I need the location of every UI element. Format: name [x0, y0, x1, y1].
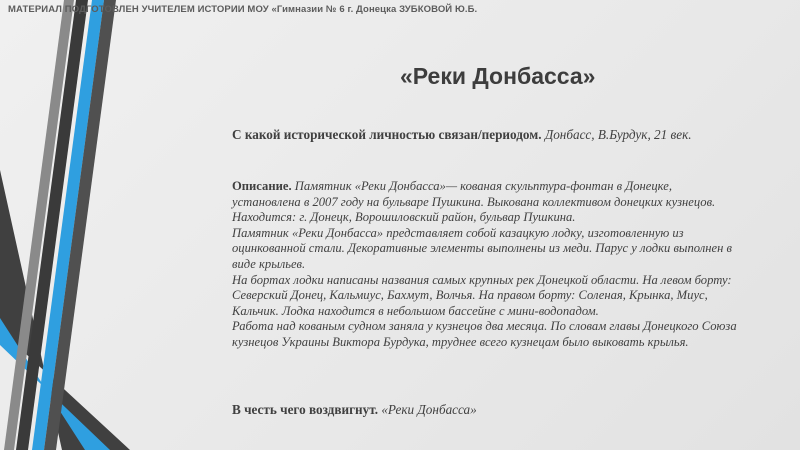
description-line-10: Работа над кованым судном заняла у кузнецов два месяца. По словам главы Донецкого Союза: [232, 319, 737, 334]
question-person-value: Донбасс, В.Бурдук, 21 век.: [544, 127, 692, 142]
description-line-5: оцинкованной стали. Декоративные элементы выполнены из меди. Парус у лодки выполнен в: [232, 241, 732, 256]
description-line-2: установлена в 2007 году на бульваре Пушкина. Выкована коллективом донецких кузнецов.: [232, 194, 716, 209]
header-note: МАТЕРИАЛ ПОДГОТОВЛЕН УЧИТЕЛЕМ ИСТОРИИ МОУ «Гимназии № 6 г. Донецка ЗУБКОВОЙ Ю.Б.: [8, 4, 478, 15]
question-person-label: С какой исторической личностью связан/периодом.: [232, 127, 542, 142]
description-line-9: Кальчик. Лодка находится в небольшом бассейне с мини-водопадом.: [232, 303, 599, 318]
description-paragraph: [232, 179, 772, 351]
description-line-1: Описание. Памятник «Реки Донбасса»— кованая скульптура-фонтан в Донецке,: [232, 179, 672, 193]
description-line-7: На бортах лодки написаны названия самых крупных рек Донецкой области. На левом борту:: [232, 272, 732, 287]
question-person-paragraph: [232, 127, 772, 143]
description-line-3: Находится: г. Донецк, Ворошиловский район, бульвар Пушкина.: [232, 210, 576, 225]
dedication-paragraph: [232, 402, 772, 418]
slide-title: «Реки Донбасса»: [400, 63, 596, 89]
description-line-4: Памятник «Реки Донбасса» представляет собой казацкую лодку, изготовленную из: [232, 225, 684, 240]
description-label: Описание.: [232, 179, 292, 193]
dedication-value: «Реки Донбасса»: [381, 402, 477, 417]
description-line-11: кузнецов Украины Виктора Бурдука, труднее всего кузнецам было выковать крылья.: [232, 334, 689, 349]
description-line-6: виде крыльев.: [232, 256, 306, 271]
description-line-8: Северский Донец, Кальмиус, Бахмут, Волчья. На правом борту: Соленая, Крынка, Миус,: [232, 288, 708, 303]
dedication-label: В честь чего воздвигнут.: [232, 402, 379, 417]
